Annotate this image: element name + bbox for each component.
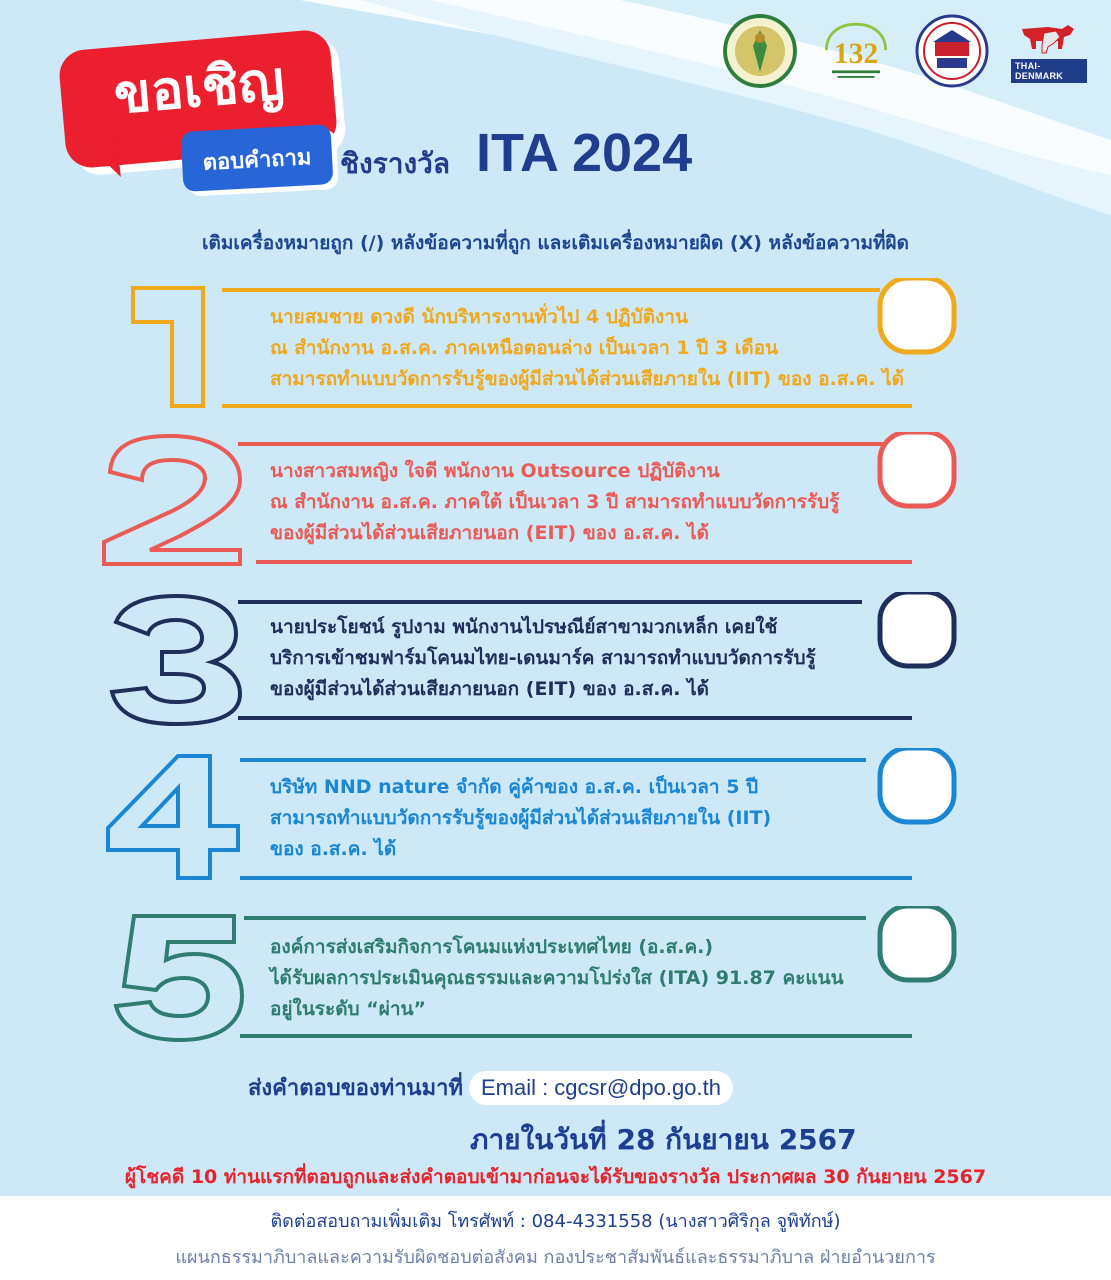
question-3-numeral — [112, 596, 240, 724]
anniversary-132-icon — [819, 14, 893, 88]
footer-contact: ติดต่อสอบถามเพิ่มเติม โทรศัพท์ : 084-4331558 (นางสาวศิริกุล จูพิทักษ์) — [270, 1211, 841, 1232]
question-3-line-2: บริการเข้าชมฟาร์มโคนมไทย-เดนมาร์ค สามารถทำแบบวัดการรับรู้ — [270, 647, 816, 669]
thai-denmark-logo-icon — [1011, 19, 1087, 83]
prize-note: ผู้โชคดี 10 ท่านแรกที่ตอบถูกและส่งคำตอบเข้ามาก่อนจะได้รับของรางวัล ประกาศผล 30 กันยายน 2567 — [124, 1166, 987, 1188]
logo-strip — [723, 14, 1087, 88]
footer-department: แผนกธรรมาภิบาลและความรับผิดชอบต่อสังคม กองประชาสัมพันธ์และธรรมาภิบาล ฝ่ายอำนวยการ — [175, 1247, 936, 1268]
question-5-line-3: อยู่ในระดับ “ผ่าน” — [270, 998, 426, 1020]
question-1-numeral — [133, 288, 203, 406]
question-3-text — [270, 612, 880, 705]
question-1 — [0, 278, 1111, 428]
email-address[interactable]: Email : cgcsr@dpo.go.th — [469, 1071, 733, 1105]
answer-badge-text: ตอบคำถาม — [202, 145, 312, 176]
thai-denmark-brand-text: THAI-DENMARK — [1011, 59, 1087, 83]
question-5-numeral — [116, 916, 242, 1040]
ministry-seal-icon — [723, 14, 797, 88]
question-2-line-2: ณ สำนักงาน อ.ส.ค. ภาคใต้ เป็นเวลา 3 ปี สามารถทำแบบวัดการรับรู้ — [270, 491, 840, 513]
question-2-answer-box — [880, 432, 954, 506]
question-4-numeral — [108, 756, 238, 878]
instruction-text: เติมเครื่องหมายถูก (/) หลังข้อความที่ถูก และเติมเครื่องหมายผิด (X) หลังข้อความที่ผิด — [202, 232, 909, 254]
invite-badge-text: ขอเชิญ — [111, 48, 287, 127]
dpo-logo-icon — [915, 14, 989, 88]
question-4-line-3: ของ อ.ส.ค. ได้ — [270, 838, 397, 860]
question-1-line-1: นายสมชาย ดวงดี นักบริหารงานทั่วไป 4 ปฏิบัติงาน — [270, 306, 688, 328]
question-3-line-1: นายประโยชน์ รูปงาม พนักงานไปรษณีย์สาขามวกเหล็ก เคยใช้ — [270, 616, 778, 638]
question-4-line-2: สามารถทำแบบวัดการรับรู้ของผู้มีส่วนได้ส่วนเสียภายใน (IIT) — [270, 807, 772, 829]
question-2-line-3: ของผู้มีส่วนได้ส่วนเสียภายนอก (EIT) ของ อ.ส.ค. ได้ — [270, 522, 709, 544]
question-1-answer-box — [880, 278, 954, 352]
question-2-text — [270, 456, 880, 549]
question-5-line-1: องค์การส่งเสริมกิจการโคนมแห่งประเทศไทย (อ.ส.ค.) — [270, 936, 714, 958]
question-4-text — [270, 772, 880, 865]
question-5 — [0, 906, 1111, 1056]
submission-label: ส่งคำตอบของท่านมาที่ — [248, 1076, 463, 1101]
question-2 — [0, 432, 1111, 582]
page-title: ITA 2024 — [476, 123, 693, 183]
question-4 — [0, 748, 1111, 898]
question-2-line-1: นางสาวสมหญิง ใจดี พนักงาน Outsource ปฏิบัติงาน — [270, 460, 720, 482]
question-3-answer-box — [880, 592, 954, 666]
submission-row — [248, 1070, 733, 1105]
question-5-answer-box — [880, 906, 954, 980]
question-5-line-2: ได้รับผลการประเมินคุณธรรมและความโปร่งใส (ITA) 91.87 คะแนน — [270, 967, 844, 989]
deadline-text: ภายในวันที่ 28 กันยายน 2567 — [470, 1123, 857, 1156]
question-3-line-3: ของผู้มีส่วนได้ส่วนเสียภายนอก (EIT) ของ อ.ส.ค. ได้ — [270, 678, 709, 700]
question-1-line-2: ณ สำนักงาน อ.ส.ค. ภาคเหนือตอนล่าง เป็นเวลา 1 ปี 3 เดือน — [270, 337, 779, 359]
question-1-text — [270, 302, 905, 395]
question-2-numeral — [104, 436, 240, 564]
svg-text:132: 132 — [833, 38, 879, 71]
footer — [0, 1196, 1111, 1280]
question-4-line-1: บริษัท NND nature จำกัด คู่ค้าของ อ.ส.ค. เป็นเวลา 5 ปี — [270, 776, 759, 798]
question-5-text — [270, 932, 880, 1025]
question-4-answer-box — [880, 748, 954, 822]
title-prefix: ชิงรางวัล — [340, 147, 450, 180]
question-3 — [0, 592, 1111, 742]
question-1-line-3: สามารถทำแบบวัดการรับรู้ของผู้มีส่วนได้ส่วนเสียภายใน (IIT) ของ อ.ส.ค. ได้ — [270, 368, 905, 390]
